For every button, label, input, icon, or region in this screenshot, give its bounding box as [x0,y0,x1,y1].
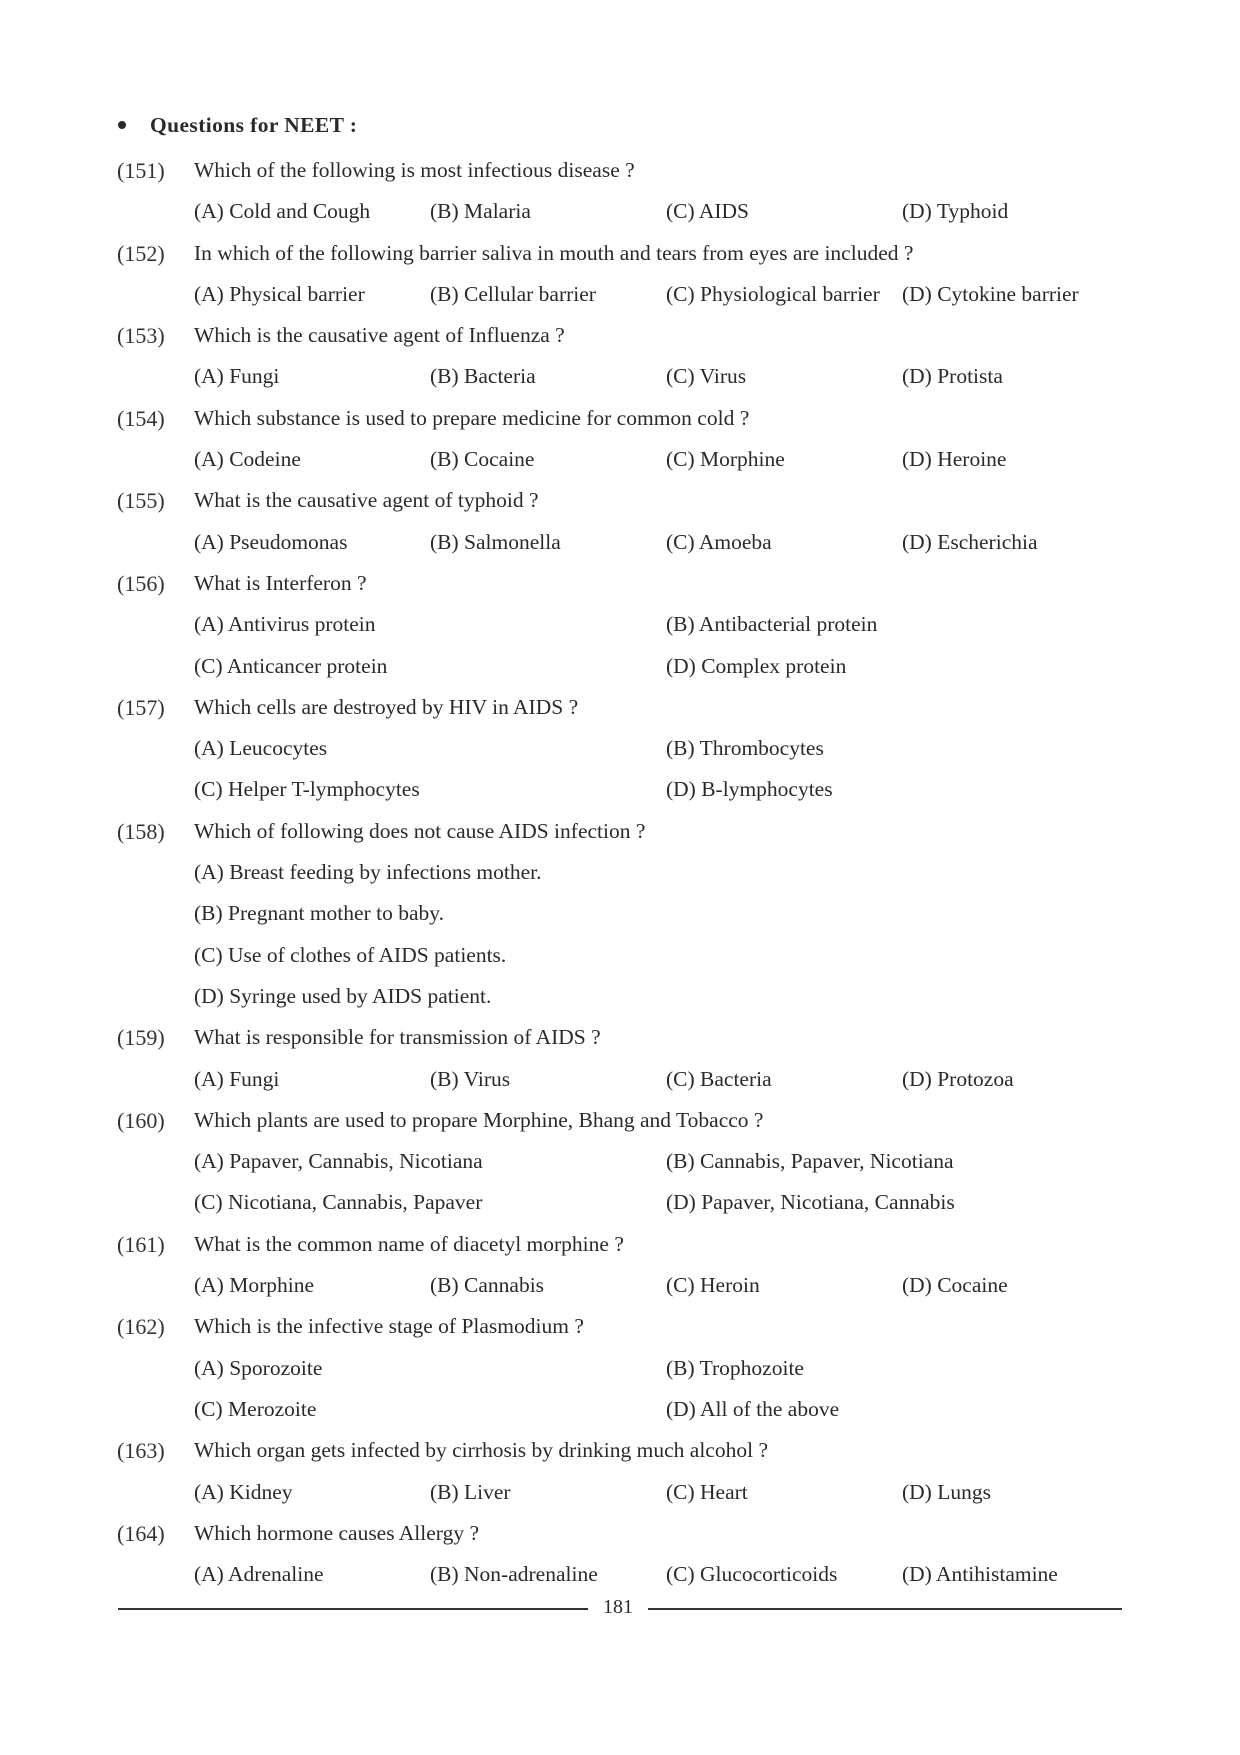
answer-option: (C) Merozoite [194,1396,317,1421]
question-text: Which of the following is most infectious disease ? [194,158,635,182]
options-row [0,274,1240,315]
answer-option: (C) Glucocorticoids [666,1562,838,1587]
question-text: Which of following does not cause AIDS infection ? [194,818,646,843]
question-item [0,150,1240,233]
bullet-icon [118,121,126,129]
answer-option: (A) Fungi [194,364,280,389]
answer-option: (A) Leucocytes [194,736,328,761]
question-item [0,1017,1240,1100]
options-row [0,646,1240,687]
question-line [0,1224,1240,1265]
question-item [0,480,1240,563]
answer-option: (D) Lungs [902,1479,991,1504]
question-line [0,563,1240,604]
question-item [0,1306,1240,1430]
answer-option: (B) Bacteria [430,364,536,389]
question-number: (152) [117,240,165,266]
answer-option: (C) Morphine [666,447,785,472]
answer-option: (C) Anticancer protein [194,653,388,678]
answer-option: (A) Fungi [194,1066,280,1091]
answer-option: (C) Bacteria [666,1066,772,1091]
options-row [0,893,1240,934]
question-text: In which of the following barrier saliva in mouth and tears from eyes are included ? [194,240,914,265]
answer-option: (A) Antivirus protein [194,612,376,637]
answer-option: (A) Adrenaline [194,1562,324,1587]
question-text: Which is the causative agent of Influenza ? [194,323,565,348]
question-line [0,1430,1240,1471]
options-row [0,191,1240,232]
question-text: What is the causative agent of typhoid ? [194,488,539,513]
question-line [0,480,1240,521]
question-line [0,315,1240,356]
question-line [0,811,1240,852]
question-text: What is the common name of diacetyl morphine ? [194,1231,624,1256]
answer-option: (B) Cocaine [430,447,535,472]
question-number: (163) [117,1438,165,1464]
options-row [0,1265,1240,1306]
options-row [0,522,1240,563]
question-number: (164) [117,1520,165,1546]
answer-option: (B) Liver [430,1479,511,1504]
answer-option: (C) Nicotiana, Cannabis, Papaver [194,1190,483,1215]
question-text: Which is the infective stage of Plasmodium ? [194,1314,584,1339]
answer-option: (D) Papaver, Nicotiana, Cannabis [666,1190,955,1215]
answer-option: (B) Cannabis [430,1273,545,1298]
answer-option: (D) Protozoa [902,1066,1014,1091]
options-row [0,604,1240,645]
question-number: (157) [117,694,165,720]
answer-option: (A) Morphine [194,1273,315,1298]
question-line [0,1306,1240,1347]
question-line [0,233,1240,274]
question-text: What is responsible for transmission of AIDS ? [194,1025,601,1050]
question-item [0,1513,1240,1596]
answer-option: (D) Cytokine barrier [902,281,1079,306]
question-text: Which substance is used to prepare medicine for common cold ? [194,405,750,430]
question-number: (156) [117,570,165,596]
answer-option: (B) Antibacterial protein [666,612,878,637]
options-row [0,1472,1240,1513]
answer-option: (D) Antihistamine [902,1562,1058,1587]
footer-rule-right [648,1608,1122,1610]
answer-option: (C) AIDS [666,199,750,224]
answer-option: (C) Heart [666,1479,748,1504]
question-item [0,563,1240,687]
options-row [0,1059,1240,1100]
answer-option: (B) Virus [430,1066,511,1091]
answer-option: (B) Pregnant mother to baby. [194,901,444,926]
question-item [0,1430,1240,1513]
footer-rule-left [118,1608,588,1610]
question-text: Which organ gets infected by cirrhosis by drinking much alcohol ? [194,1438,768,1463]
answer-option: (C) Use of clothes of AIDS patients. [194,942,507,967]
answer-option: (D) Heroine [902,447,1007,472]
answer-option: (D) Cocaine [902,1273,1008,1298]
page-footer [118,1592,1122,1622]
answer-option: (A) Pseudomonas [194,529,348,554]
answer-option: (B) Cannabis, Papaver, Nicotiana [666,1149,954,1174]
section-heading-text: Questions for NEET : [150,112,358,137]
question-number: (162) [117,1314,165,1340]
question-item [0,1100,1240,1224]
question-number: (155) [117,488,165,514]
answer-option: (B) Non-adrenaline [430,1562,598,1587]
question-item [0,315,1240,398]
question-line [0,1017,1240,1058]
options-row [0,1141,1240,1182]
answer-option: (A) Breast feeding by infections mother. [194,860,542,885]
question-text: What is Interferon ? [194,570,367,595]
answer-option: (A) Physical barrier [194,281,365,306]
answer-option: (B) Trophozoite [666,1355,804,1380]
question-line [0,398,1240,439]
section-heading [118,110,357,140]
question-line [0,687,1240,728]
options-row [0,769,1240,810]
answer-option: (B) Salmonella [430,529,561,554]
answer-option: (C) Amoeba [666,529,772,554]
question-number: (160) [117,1107,165,1133]
answer-option: (A) Cold and Cough [194,199,371,224]
answer-option: (A) Codeine [194,447,301,472]
answer-option: (A) Kidney [194,1479,293,1504]
question-item [0,687,1240,811]
question-number: (159) [117,1025,165,1051]
answer-option: (B) Cellular barrier [430,281,596,306]
options-row [0,976,1240,1017]
question-line [0,1100,1240,1141]
question-number: (158) [117,818,165,844]
options-row [0,935,1240,976]
answer-option: (B) Thrombocytes [666,736,824,761]
options-row [0,356,1240,397]
question-line [0,1513,1240,1554]
options-row [0,728,1240,769]
question-item [0,233,1240,316]
answer-option: (D) All of the above [666,1396,840,1421]
answer-option: (D) B-lymphocytes [666,777,833,802]
question-number: (151) [117,158,165,183]
answer-option: (B) Malaria [430,199,531,224]
options-row [0,852,1240,893]
answer-option: (D) Escherichia [902,529,1038,554]
options-row [0,1182,1240,1223]
page-number: 181 [603,1596,633,1618]
question-list [0,150,1240,1595]
question-item [0,811,1240,1017]
question-number: (153) [117,323,165,349]
options-row [0,1554,1240,1595]
answer-option: (C) Physiological barrier [666,281,880,306]
question-text: Which cells are destroyed by HIV in AIDS ? [194,694,579,719]
question-line [0,150,1240,191]
question-number: (154) [117,405,165,431]
answer-option: (C) Helper T-lymphocytes [194,777,420,802]
answer-option: (C) Virus [666,364,747,389]
options-row [0,1389,1240,1430]
answer-option: (A) Sporozoite [194,1355,323,1380]
answer-option: (C) Heroin [666,1273,760,1298]
answer-option: (D) Syringe used by AIDS patient. [194,983,492,1008]
answer-option: (D) Protista [902,364,1003,389]
answer-option: (A) Papaver, Cannabis, Nicotiana [194,1149,483,1174]
question-item [0,398,1240,481]
options-row [0,439,1240,480]
question-text: Which plants are used to propare Morphine, Bhang and Tobacco ? [194,1107,764,1132]
answer-option: (D) Typhoid [902,199,1009,224]
options-row [0,1348,1240,1389]
question-number: (161) [117,1231,165,1257]
question-item [0,1224,1240,1307]
question-text: Which hormone causes Allergy ? [194,1520,479,1545]
answer-option: (D) Complex protein [666,653,847,678]
